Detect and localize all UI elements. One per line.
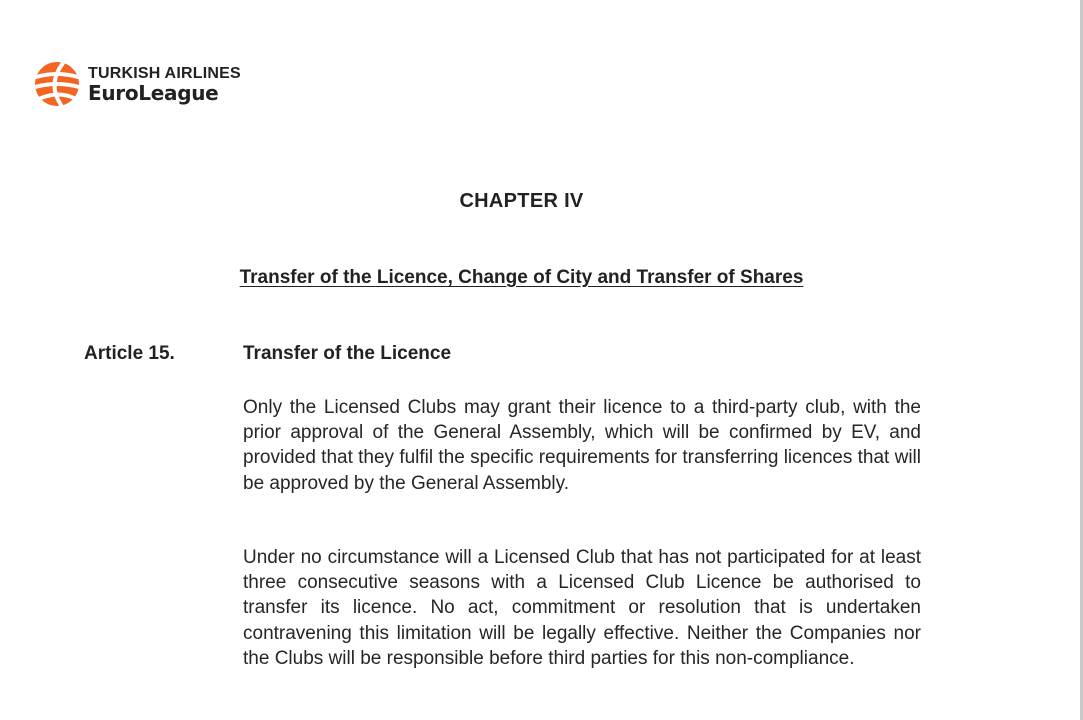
- article-paragraph-2: Under no circumstance will a Licensed Club that has not participated for at least three consecutive seasons with a Licensed Club Licence be authorised to transfer its licence. No act, commitment or resolution that is undertaken contravening this limitation will be legally effective. Neither the Companies nor the Clubs will be responsible before third parties for this non-compliance.: [243, 547, 921, 669]
- section-title: Transfer of the Licence, Change of City and Transfer of Shares: [239, 267, 804, 288]
- euroleague-logo: [33, 60, 241, 108]
- logo-wordmark: [88, 66, 241, 103]
- logo-brand-line1: TURKISH AIRLINES: [88, 64, 241, 82]
- chapter-heading: CHAPTER IV: [459, 190, 584, 212]
- logo-brand-line2: EuroLeague: [88, 80, 219, 105]
- euroleague-ball-icon: [33, 60, 81, 108]
- article-paragraph-1: Only the Licensed Clubs may grant their licence to a third-party club, with the prior approval of the General Assembly, which will be confirmed by EV, and provided that they fulfil the specific requirements for transferring licences that will be approved by the General Assembly.: [243, 397, 921, 494]
- article-number: Article 15.: [84, 343, 175, 364]
- article-title: Transfer of the Licence: [243, 343, 452, 364]
